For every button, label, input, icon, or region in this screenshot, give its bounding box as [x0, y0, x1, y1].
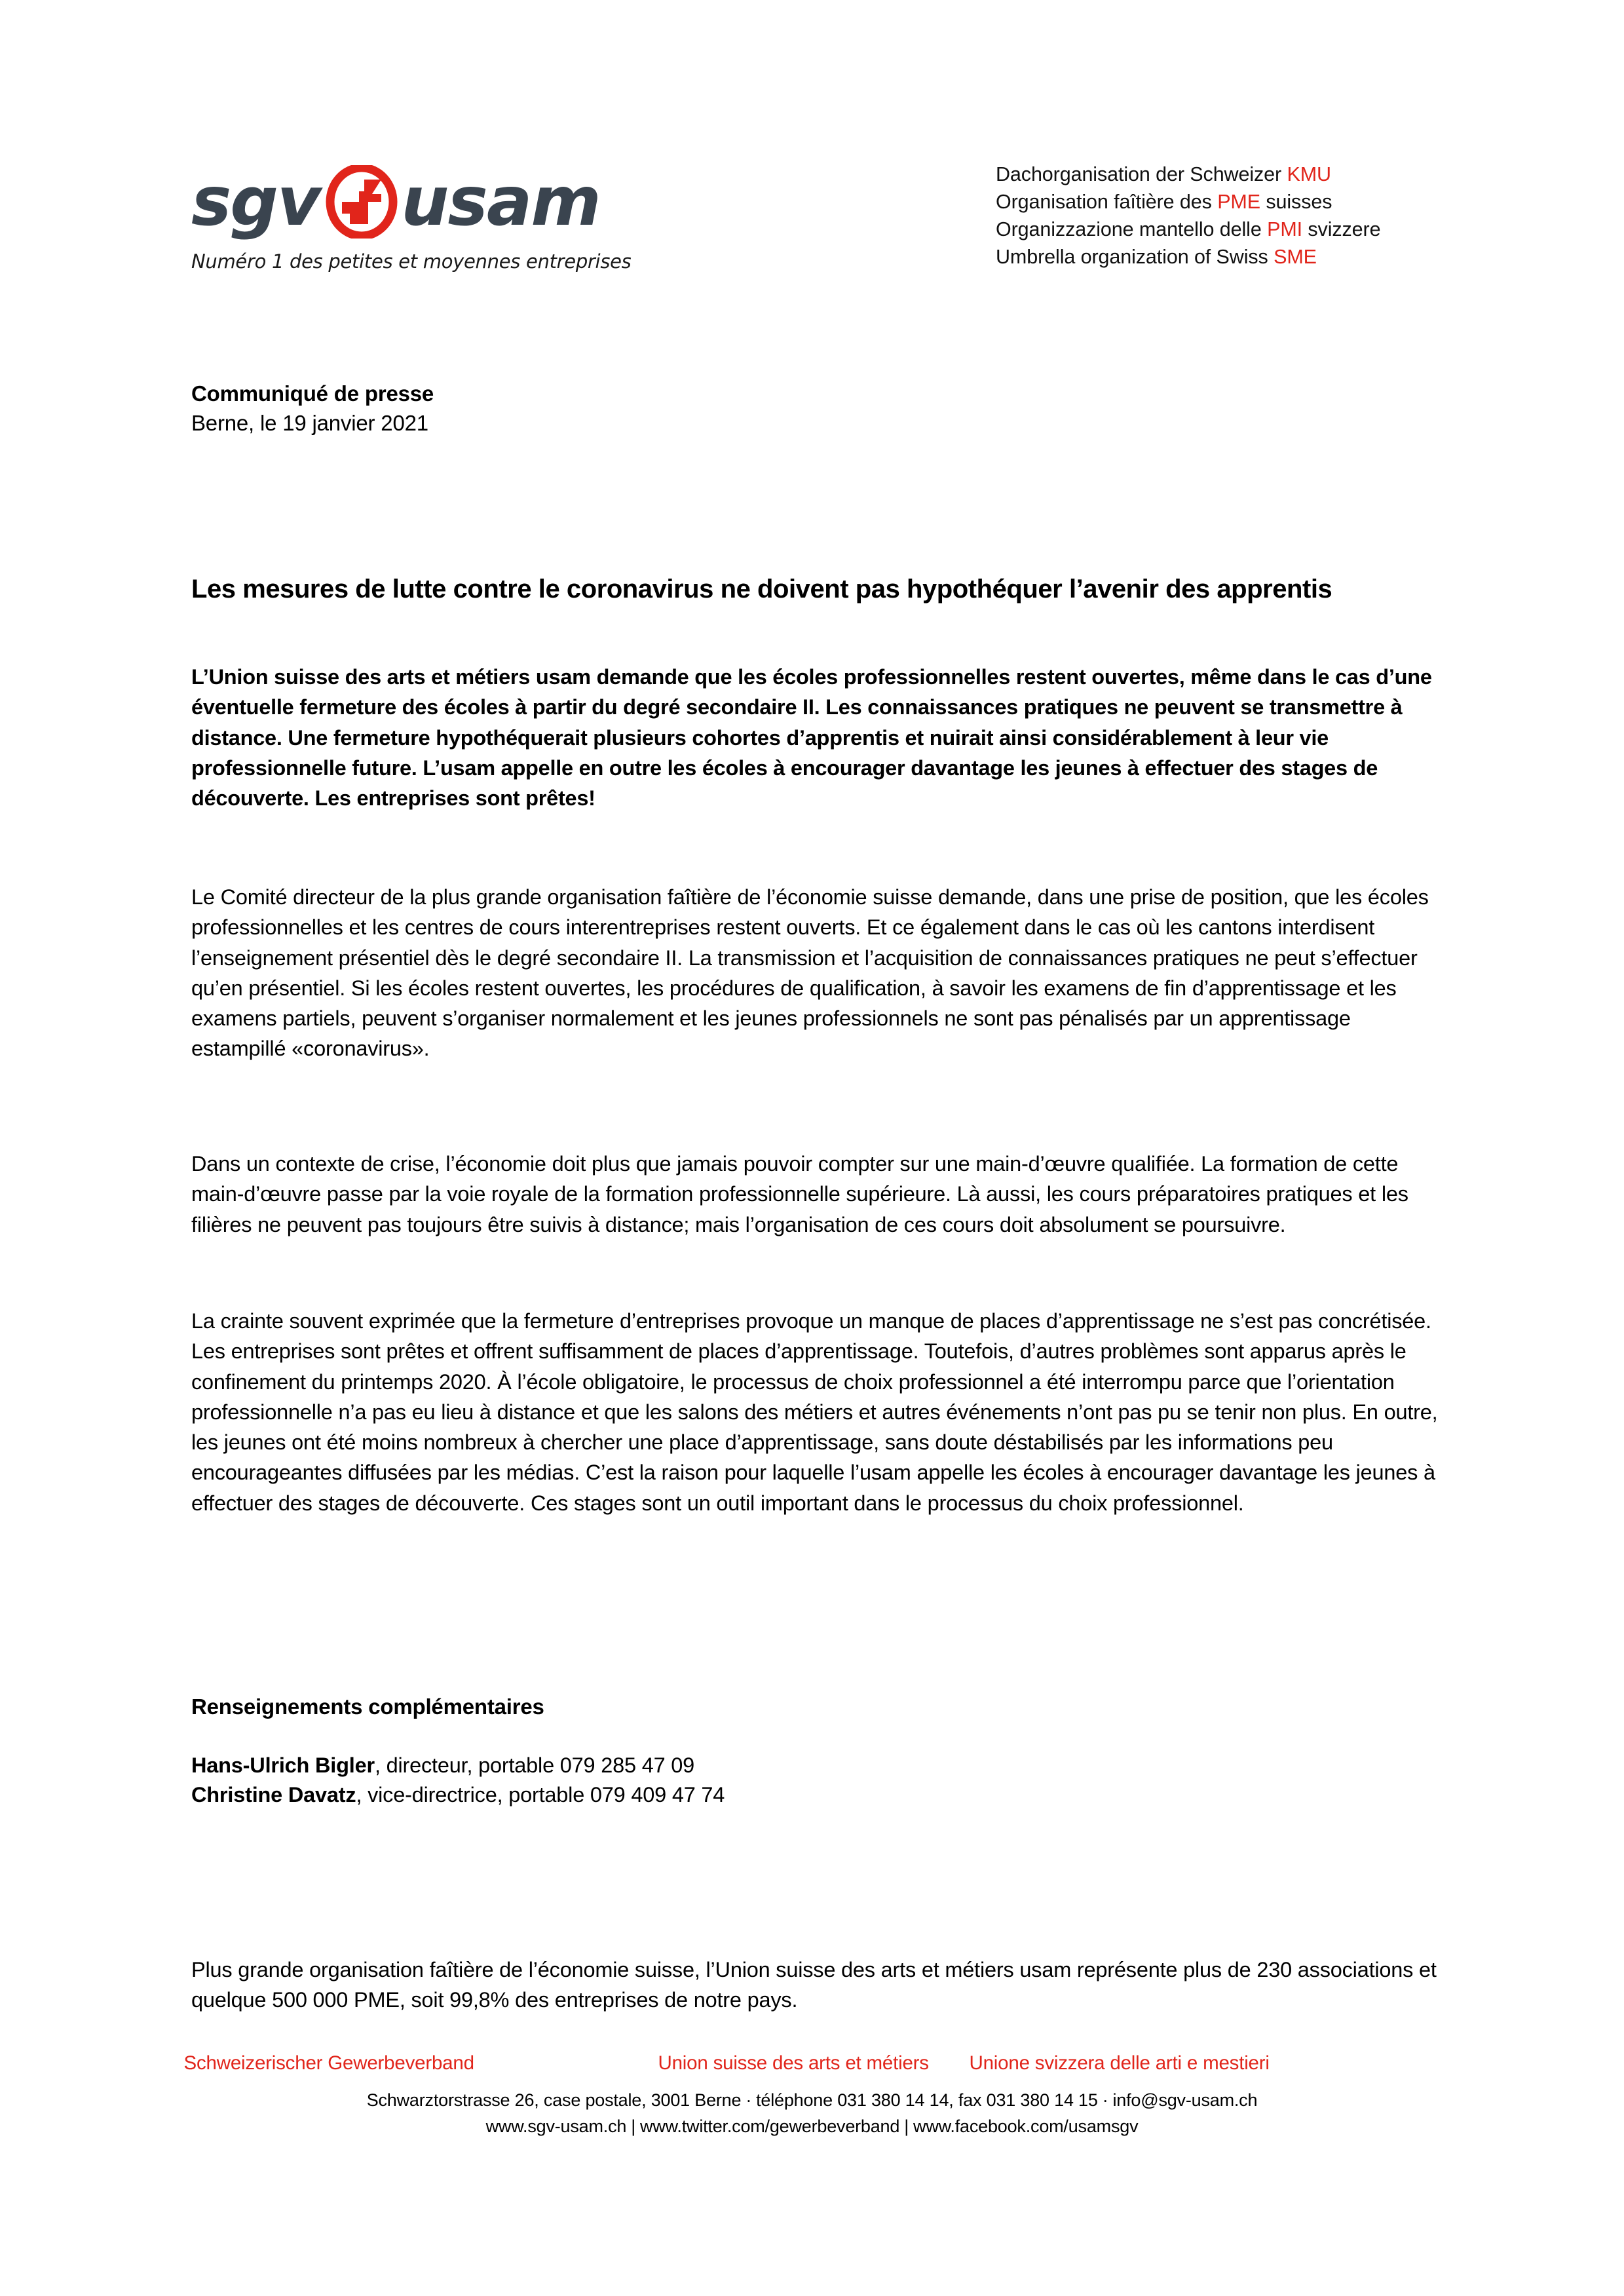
lang-en-prefix: Umbrella organization of Swiss: [996, 246, 1274, 268]
footer-address-line: [0, 2088, 1624, 2113]
lang-fr-prefix: Organisation faîtière des: [996, 191, 1218, 213]
body-paragraph-2: Dans un contexte de crise, l’économie doit plus que jamais pouvoir compter sur une main-d’œuvre qualifiée. La formation de cette main-d’œuvre passe par la voie royale de la formation professionnelle supérieure. Là aussi, les cours préparatoires pratiques et les filières ne peuvent pas toujours être suivis à distance; mais l’organisation de ces cours doit absolument se poursuivre.: [191, 1152, 1408, 1236]
header-language-line-de: [996, 161, 1380, 188]
footer-link-separator: |: [631, 2116, 636, 2136]
body-paragraph-1: Le Comité directeur de la plus grande organisation faîtière de l’économie suisse demande, dans une prise de position, que les écoles professionnelles et les centres de cours interentreprises restent ouverts. Et ce également dans le cas où les cantons interdisent l’enseignement présentiel dès le degré secondaire II. La transmission et l’acquisition de connaissances pratiques ne peut s’effectuer qu’en présentiel. Si les écoles restent ouvertes, les procédures de qualification, à savoir les examens de fin d’apprentissage et les examens partiels, peuvent s’organiser normalement et les jeunes professionnels ne sont pas pénalisés par un apprentissage estampillé «coronavirus».: [191, 885, 1429, 1061]
header-language-list: [996, 161, 1380, 271]
lang-de-prefix: Dachorganisation der Schweizer: [996, 163, 1287, 185]
body-paragraph-3: La crainte souvent exprimée que la fermeture d’entreprises provoque un manque de places d’apprentissage ne s’est pas concrétisée. Les entreprises sont prêtes et offrent suffisamment de places d’apprentissage. Toutefois, d’autres problèmes sont apparus après le confinement du printemps 2020. À l’école obligatoire, le processus de choix professionnel a été interrompu parce que l’orientation professionnelle n’a pas eu lieu à distance et que les salons des métiers et autres événements n’ont pas pu se tenir non plus. En outre, les jeunes ont été moins nombreux à chercher une place d’apprentissage, sans doute déstabilisés par les informations peu encourageantes diffusées par les médias. C’est la raison pour laquelle l’usam appelle les écoles à encourager davantage les jeunes à effectuer des stages de découverte. Ces stages sont un outil important dans le processus du choix professionnel.: [191, 1309, 1438, 1515]
lang-en-acronym: SME: [1274, 246, 1317, 268]
lang-fr-suffix: suisses: [1260, 191, 1332, 213]
contacts-heading: Renseignements complémentaires: [191, 1694, 544, 1719]
boilerplate-paragraph: Plus grande organisation faîtière de l’économie suisse, l’Union suisse des arts et métiers usam représente plus de 230 associations et quelque 500 000 PME, soit 99,8% des entreprises de notre pays.: [191, 1958, 1437, 2012]
document-footer: [0, 2050, 1624, 2139]
swiss-cross-emblem-icon: [325, 165, 398, 239]
header-language-line-en: [996, 243, 1380, 271]
lead-paragraph: L’Union suisse des arts et métiers usam demande que les écoles professionnelles restent ouvertes, même dans le cas d’une éventuelle fermeture des écoles à partir du degré secondaire II. Les connaissances pratiques ne peuvent se transmettre à distance. Une fermeture hypothéquerait plusieurs cohortes d’apprentis et nuirait ainsi considérablement à leur vie professionnelle future. L’usam appelle en outre les écoles à encourager davantage les jeunes à effectuer des stages de découverte. Les entreprises sont prêtes!: [191, 665, 1432, 811]
lang-it-prefix: Organizzazione mantello delle: [996, 218, 1268, 240]
footer-link-website[interactable]: www.sgv-usam.ch: [485, 2116, 627, 2136]
logo-text-usam: usam: [401, 162, 600, 241]
page-title: Les mesures de lutte contre le coronavirus ne doivent pas hypothéquer l’avenir des apprentis: [191, 574, 1332, 603]
footer-org-de: Schweizerischer Gewerbeverband: [183, 2052, 474, 2074]
dateline: Berne, le 19 janvier 2021: [191, 411, 428, 435]
footer-link-twitter[interactable]: www.twitter.com/gewerbeverband: [640, 2116, 900, 2136]
press-release-label: Communiqué de presse: [191, 381, 434, 406]
footer-email[interactable]: info@sgv-usam.ch: [1112, 2090, 1258, 2110]
footer-separator-dot: ·: [1102, 2090, 1108, 2110]
document-header: [0, 0, 1624, 308]
footer-organization-names: [184, 2050, 1441, 2080]
footer-org-fr: Union suisse des arts et métiers: [658, 2052, 929, 2074]
contact-name: Hans-Ulrich Bigler: [191, 1753, 375, 1777]
footer-org-it: Unione svizzera delle arti e mestieri: [969, 2052, 1270, 2074]
usam-logo: [191, 163, 820, 273]
lang-it-suffix: svizzere: [1302, 218, 1381, 240]
header-language-line-it: [996, 216, 1380, 243]
footer-links-line: [0, 2114, 1624, 2139]
contact-row: [191, 1751, 694, 1780]
logo-wordmark: [191, 163, 820, 241]
header-language-line-fr: [996, 188, 1380, 216]
logo-text-sgv: sgv: [191, 162, 320, 241]
footer-phone: téléphone 031 380 14 14, fax 031 380 14 15: [756, 2090, 1098, 2110]
lang-de-acronym: KMU: [1287, 163, 1331, 185]
footer-address: Schwarztorstrasse 26, case postale, 3001 Berne: [366, 2090, 742, 2110]
footer-link-separator: |: [904, 2116, 909, 2136]
lang-fr-acronym: PME: [1217, 191, 1260, 213]
footer-separator-dot: ·: [746, 2090, 752, 2110]
lang-it-acronym: PMI: [1267, 218, 1303, 240]
contact-details: , directeur, portable 079 285 47 09: [374, 1753, 695, 1777]
contact-row: [191, 1780, 725, 1810]
contact-name: Christine Davatz: [191, 1783, 356, 1807]
contact-details: , vice-directrice, portable 079 409 47 74: [356, 1783, 725, 1807]
logo-tagline: Numéro 1 des petites et moyennes entreprises: [191, 250, 632, 273]
footer-link-facebook[interactable]: www.facebook.com/usamsgv: [913, 2116, 1139, 2136]
